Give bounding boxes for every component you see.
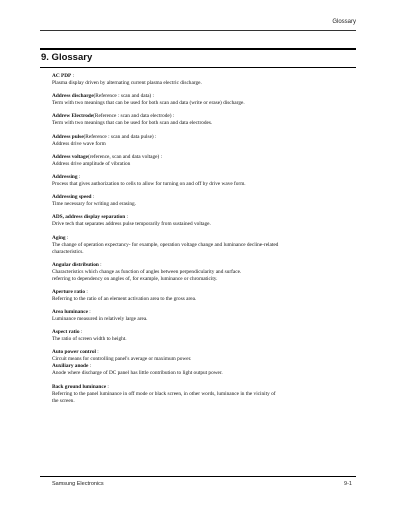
glossary-definition: Process that gives authorization to cells to allow for turning on and off by drive wave form. xyxy=(52,180,246,187)
glossary-definition: Referring to the panel luminance in off mode or black screen, in other words, luminance in the vicinity of xyxy=(52,390,276,397)
glossary-definition: The change of operation expectancy- for example, operation voltage change and luminance decline-related xyxy=(52,241,279,248)
glossary-term-qualifier: : xyxy=(125,214,128,221)
glossary-term-qualifier: (reference, scan and data voltage) : xyxy=(87,153,163,160)
glossary-term: Addressing xyxy=(52,173,78,180)
glossary-term: Address voltage xyxy=(52,153,88,160)
glossary-entry xyxy=(52,194,352,208)
glossary-term: Address discharge xyxy=(52,93,94,100)
glossary-definition: Address drive amplitude of vibration xyxy=(52,160,131,167)
section-title-band xyxy=(40,48,356,68)
glossary-term-qualifier: : xyxy=(106,383,109,390)
glossary-term: Address pulse xyxy=(52,133,84,140)
glossary-entry xyxy=(52,113,352,127)
glossary-term-qualifier: : xyxy=(85,288,88,295)
glossary-term-qualifier: (Reference : scan and data electrode) : xyxy=(93,113,175,120)
footer-page-number: 9-1 xyxy=(344,481,352,487)
glossary-term-line xyxy=(52,174,352,181)
glossary-definition: Characteristics which change as function of angles between perpendicularity and surface. xyxy=(52,268,242,275)
glossary-term-qualifier: : xyxy=(87,309,91,316)
glossary-term-line xyxy=(52,262,352,269)
glossary-term-line xyxy=(52,134,352,141)
glossary-entry xyxy=(52,214,352,228)
glossary-term: Aging xyxy=(52,234,66,241)
glossary-term: Area luminance xyxy=(52,309,88,316)
glossary-term-line xyxy=(52,73,352,80)
glossary-term: AC PDP xyxy=(52,73,72,79)
glossary-definition: Term with two meanings that can be used for both scan and data (write or erase) discharge. xyxy=(52,100,245,107)
glossary-entry xyxy=(52,174,352,188)
glossary-term: Back ground luminance xyxy=(52,383,107,390)
top-rule xyxy=(40,30,356,31)
glossary-term-line xyxy=(52,154,352,161)
glossary-term-qualifier: (Reference : scan and data) : xyxy=(93,93,154,100)
glossary-entry xyxy=(52,349,352,363)
glossary-term: Aspect ratio xyxy=(52,329,80,336)
glossary-entry xyxy=(52,289,352,303)
glossary-term-qualifier: : xyxy=(79,329,83,336)
bottom-rule xyxy=(40,476,356,477)
glossary-term-qualifier: : xyxy=(88,363,92,370)
glossary-term: Angular distribution xyxy=(52,261,99,268)
glossary-term-line xyxy=(52,309,352,316)
glossary-term-qualifier: : xyxy=(95,349,99,356)
glossary-definition: Plasma display driven by alternating current plasma electric discharge. xyxy=(52,80,202,86)
glossary-term: Addressing speed xyxy=(52,194,92,201)
glossary-entry xyxy=(52,154,352,168)
glossary-term-qualifier: : xyxy=(98,261,102,268)
section-title: 9. Glossary xyxy=(41,52,93,63)
glossary-term-line xyxy=(52,384,352,391)
glossary-term-qualifier: : xyxy=(91,194,95,201)
glossary-entry xyxy=(52,93,352,107)
glossary-term-qualifier: (Reference : scan and data pulse) : xyxy=(83,133,157,140)
glossary-entry xyxy=(52,363,352,377)
glossary-term: Auto power control xyxy=(52,349,96,356)
glossary-definition: Luminance measured in relatively large area. xyxy=(52,316,148,323)
glossary-definition: The ratio of screen width to height. xyxy=(52,336,127,343)
glossary-definition: Referring to the ratio of an element activation area to the gross area. xyxy=(52,295,197,302)
glossary-definition: Address drive wave form xyxy=(52,140,106,147)
glossary-entry xyxy=(52,134,352,148)
glossary-term: Auxiliary anode xyxy=(52,363,89,370)
glossary-definition: Circuit means for controlling panel's average or maximum power. xyxy=(52,356,192,363)
glossary-term-qualifier: : xyxy=(77,173,81,180)
glossary-entry xyxy=(52,73,352,87)
glossary-entry xyxy=(52,235,352,256)
glossary-term-line xyxy=(52,289,352,296)
glossary-term-qualifier: : xyxy=(71,73,75,79)
footer-publisher: Samsung Electronics xyxy=(52,481,104,487)
running-head: Glossary xyxy=(332,19,356,25)
glossary-term: Addrew Electrode xyxy=(52,113,94,120)
glossary-list xyxy=(52,73,352,411)
glossary-definition: the screen. xyxy=(52,397,75,404)
glossary-term-line xyxy=(52,235,352,242)
glossary-entry xyxy=(52,309,352,323)
glossary-definition: Anode where discharge of DC panel has little contribution to light output power. xyxy=(52,370,223,377)
glossary-definition: referring to dependency on angles of, for example, luminance or chromaticity. xyxy=(52,275,218,282)
glossary-term-qualifier: : xyxy=(65,234,69,241)
glossary-entry xyxy=(52,384,352,405)
glossary-entry xyxy=(52,329,352,343)
glossary-term: ADS, address display separation xyxy=(52,214,126,221)
glossary-definition: characteristics. xyxy=(52,248,84,255)
glossary-term: Aperture ratio xyxy=(52,288,85,295)
glossary-definition: Drive tech that separates address pulse temporarily from sustained voltage. xyxy=(52,221,211,228)
glossary-entry xyxy=(52,262,352,283)
glossary-definition: Term with two meanings that can be used for both scan and data electrodes. xyxy=(52,120,213,127)
glossary-definition: Time necessary for writing and erasing. xyxy=(52,201,136,208)
